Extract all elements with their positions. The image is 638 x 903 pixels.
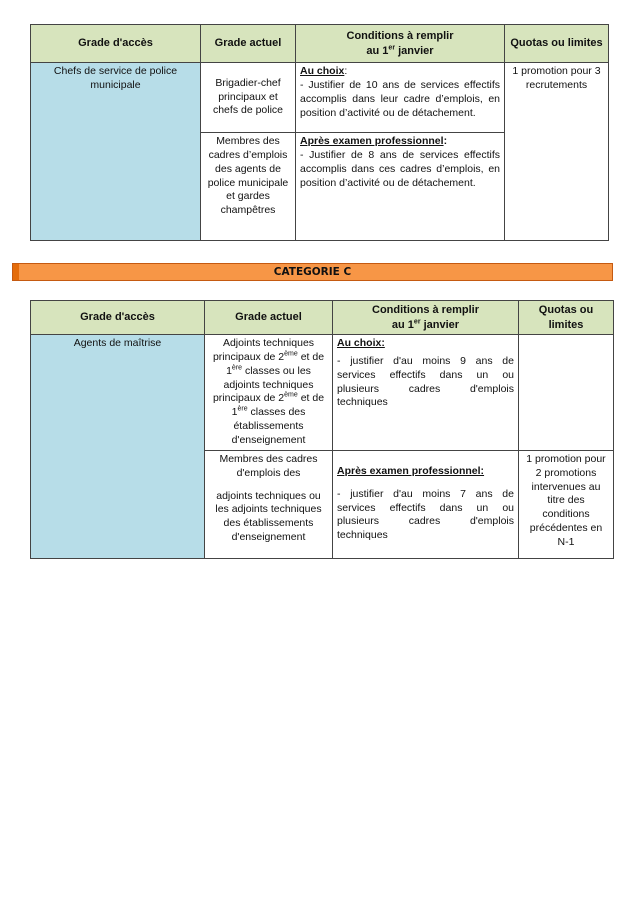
ordinal-sup: ème: [284, 391, 298, 399]
ordinal-sup: ère: [237, 405, 248, 413]
header-row: [31, 301, 614, 335]
header-conditions-pre: au 1: [391, 318, 414, 331]
header-conditions-line2: [337, 318, 514, 333]
conditions-cell: [333, 335, 519, 451]
grade-actuel-text: et de 1: [231, 392, 325, 419]
grade-actuel-text: classes des établissements d'enseignement: [231, 406, 306, 447]
promotion-table-agents: [30, 300, 614, 559]
grade-actuel-text: Adjoints techniques principaux de 2: [212, 337, 315, 363]
header-grade-actuel: Grade actuel: [201, 25, 296, 63]
grade-actuel-text: Membres des cadres d'emplois des: [219, 452, 318, 479]
header-conditions-line1: Conditions à remplir: [346, 29, 454, 42]
grade-acces-cell: Chefs de service de police municipale: [31, 63, 201, 241]
table-row: [31, 63, 609, 133]
category-banner: [12, 263, 613, 281]
conditions-cell: [296, 63, 505, 133]
header-conditions-sup: er: [388, 43, 396, 51]
grade-actuel-text: classes ou les adjoints techniques principaux de 2: [212, 364, 314, 405]
condition-text: - justifier d'au moins 7 ans de services effectifs dans un ou plusieurs cadres d'emplois techniques: [337, 487, 514, 542]
condition-mode: Après examen professionnel:: [337, 464, 485, 477]
header-conditions-post: janvier: [420, 318, 460, 331]
ordinal-sup: ème: [284, 350, 298, 358]
header-conditions-line1: Conditions à remplir: [372, 304, 479, 316]
grade-actuel-cell: Brigadier-chef principaux et chefs de police: [201, 63, 296, 133]
condition-text: - Justifier de 8 ans de services effectifs accomplis dans ces cadres d’emplois, en position d’activité ou de détachement.: [300, 148, 500, 189]
quota-cell-empty: [519, 335, 614, 451]
table-row: [31, 335, 614, 451]
header-conditions-post: janvier: [395, 44, 434, 57]
conditions-cell: [333, 450, 519, 558]
header-quotas: Quotas ou limites: [519, 301, 614, 335]
category-label: CATEGORIE C: [273, 266, 352, 278]
header-grade-acces: Grade d'accès: [31, 301, 205, 335]
grade-actuel-cell: [205, 450, 333, 558]
grade-actuel-cell: Membres des cadres d’emplois des agents de police municipale et gardes champêtres: [201, 133, 296, 241]
condition-mode-colon: :: [443, 135, 448, 147]
quota-cell: 1 promotion pour 2 promotions intervenues au titre des conditions précédentes en N-1: [519, 450, 614, 558]
condition-text: - justifier d'au moins 9 ans de services effectifs dans un ou plusieurs cadres d'emplois techniques: [337, 354, 514, 409]
quota-cell: 1 promotion pour 3 recrutements: [505, 63, 609, 241]
header-grade-actuel: Grade actuel: [205, 301, 333, 335]
grade-actuel-cell: [205, 335, 333, 451]
condition-mode: Au choix: [300, 65, 345, 77]
promotion-table-police: [30, 24, 609, 241]
header-grade-acces: Grade d'accès: [31, 25, 201, 63]
condition-mode: Après examen professionnel: [300, 135, 444, 147]
grade-actuel-text: et de 1: [226, 350, 325, 377]
ordinal-sup: ère: [231, 364, 243, 372]
header-conditions-sup: er: [413, 317, 421, 325]
header-conditions-line2: [300, 44, 500, 59]
grade-actuel-text: adjoints techniques ou les adjoints techniques des établissements d'enseignement: [215, 489, 322, 544]
header-row: [31, 25, 609, 63]
condition-mode-colon: :: [344, 65, 348, 77]
header-quotas: Quotas ou limites: [505, 25, 609, 63]
grade-acces-cell: Agents de maîtrise: [31, 335, 205, 559]
condition-text: - Justifier de 10 ans de services effectifs accomplis dans leur cadre d’emplois, en position d’activité ou de détachement.: [300, 78, 500, 119]
header-conditions: [296, 25, 505, 63]
conditions-cell: [296, 133, 505, 241]
header-conditions: [333, 301, 519, 335]
header-conditions-pre: au 1: [366, 44, 389, 57]
condition-mode: Au choix:: [337, 337, 385, 350]
